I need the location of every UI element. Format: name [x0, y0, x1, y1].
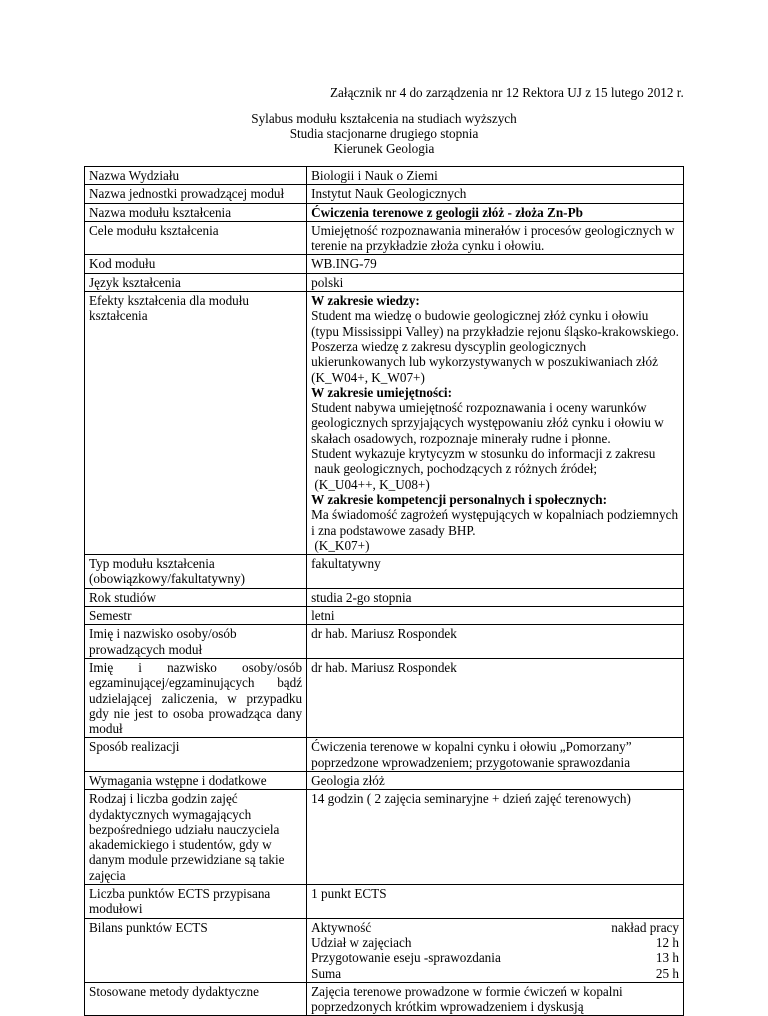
balance-hours: 12 h — [655, 934, 679, 950]
code-value: WB.ING-79 — [307, 255, 684, 273]
hours-label: Rodzaj i liczba godzin zajęć dydaktycznych wymagających bezpośredniego udziału nauczyciela akademickiego i studentów, gdy w danym module przewidziane są takie zajęcia — [85, 790, 307, 885]
knowledge-line: Student ma wiedzę o budowie geologicznej złóż cynku i ołowiu (typu Mississippi Valley) na przykładzie rejonu śląsko-krakowskiego. — [311, 308, 679, 339]
semester-label: Semestr — [85, 607, 307, 625]
row-prerequisites — [85, 771, 684, 789]
language-value: polski — [307, 273, 684, 291]
lecturer-value: dr hab. Mariusz Rospondek — [307, 625, 684, 659]
row-year — [85, 588, 684, 606]
examiner-value: dr hab. Mariusz Rospondek — [307, 658, 684, 737]
row-ects-balance — [85, 918, 684, 982]
row-methods — [85, 982, 684, 1016]
row-faculty — [85, 167, 684, 185]
balance-activity: Suma — [311, 965, 342, 981]
type-value: fakultatywny — [307, 555, 684, 589]
row-language — [85, 273, 684, 291]
ects-balance-row — [311, 935, 679, 950]
type-label: Typ modułu kształcenia (obowiązkowy/fakultatywny) — [85, 555, 307, 589]
annex-note: Załącznik nr 4 do zarządzenia nr 12 Rektora UJ z 15 lutego 2012 r. — [330, 85, 684, 100]
code-label: Kod modułu — [85, 255, 307, 273]
row-lecturer — [85, 625, 684, 659]
row-module-name — [85, 203, 684, 221]
lecturer-label: Imię i nazwisko osoby/osób prowadzących moduł — [85, 625, 307, 659]
faculty-value: Biologii i Nauk o Ziemi — [307, 167, 684, 185]
semester-value: letni — [307, 607, 684, 625]
row-hours — [85, 790, 684, 885]
delivery-label: Sposób realizacji — [85, 738, 307, 772]
year-value: studia 2-go stopnia — [307, 588, 684, 606]
study-mode: Studia stacjonarne drugiego stopnia — [289, 126, 479, 141]
knowledge-heading: W zakresie wiedzy: — [311, 293, 420, 309]
competence-heading: W zakresie kompetencji personalnych i społecznych: — [311, 491, 607, 507]
skills-line: Student wykazuje krytycyzm w stosunku do informacji z zakresu — [311, 446, 656, 462]
year-label: Rok studiów — [85, 588, 307, 606]
syllabus-table — [84, 166, 684, 1016]
ects-balance-label: Bilans punktów ECTS — [85, 918, 307, 982]
skills-heading: W zakresie umiejętności: — [311, 384, 452, 400]
balance-hours: 13 h — [655, 950, 679, 966]
balance-workload-header: nakład pracy — [611, 919, 679, 935]
goals-value: Umiejętność rozpoznawania minerałów i procesów geologicznych w terenie na przykładzie złoża cynku i ołowiu. — [307, 221, 684, 255]
balance-activity: Przygotowanie eseju -sprawozdania — [311, 950, 501, 966]
ects-balance-value — [307, 918, 684, 982]
row-examiner — [85, 658, 684, 737]
unit-value: Instytut Nauk Geologicznych — [307, 185, 684, 203]
row-unit — [85, 185, 684, 203]
syllabus-title: Sylabus modułu kształcenia na studiach wyższych — [251, 111, 517, 126]
balance-hours: 25 h — [655, 965, 679, 981]
ects-value: 1 punkt ECTS — [307, 885, 684, 919]
ects-balance-row — [311, 966, 679, 981]
ects-label: Liczba punktów ECTS przypisana modułowi — [85, 885, 307, 919]
competence-line: Ma świadomość zagrożeń występujących w kopalniach podziemnych i zna podstawowe zasady BHP. — [311, 507, 679, 538]
row-semester — [85, 607, 684, 625]
ects-balance-row — [311, 950, 679, 965]
prerequisites-value: Geologia złóż — [307, 771, 684, 789]
unit-label: Nazwa jednostki prowadzącej moduł — [85, 185, 307, 203]
examiner-label: Imię i nazwisko osoby/osób egzaminującej/egzaminujących bądź udzielającej zaliczenia, w przypadku gdy nie jest to osoba prowadząca dany moduł — [85, 658, 307, 737]
balance-activity-header: Aktywność — [311, 919, 372, 935]
ects-balance-header — [311, 920, 679, 935]
module-name-value: Ćwiczenia terenowe z geologii złóż - złoża Zn-Pb — [307, 203, 684, 221]
row-code — [85, 255, 684, 273]
outcomes-value — [307, 292, 684, 555]
knowledge-codes: (K_W04+, K_W07+) — [311, 369, 425, 385]
competence-codes: (K_K07+) — [311, 537, 370, 553]
hours-value: 14 godzin ( 2 zajęcia seminaryjne + dzień zajęć terenowych) — [307, 790, 684, 885]
methods-label: Stosowane metody dydaktyczne — [85, 982, 307, 1016]
row-type — [85, 555, 684, 589]
field-of-study: Kierunek Geologia — [333, 141, 435, 156]
methods-value: Zajęcia terenowe prowadzone w formie ćwiczeń w kopalni poprzedzonych krótkim wprowadzeniem i dyskusją — [307, 982, 684, 1016]
module-name-label: Nazwa modułu kształcenia — [85, 203, 307, 221]
row-goals — [85, 221, 684, 255]
faculty-label: Nazwa Wydziału — [85, 167, 307, 185]
knowledge-line: Poszerza wiedzę z zakresu dyscyplin geologicznych ukierunkowanych lub wykorzystywanych w poszukiwaniach złóż — [311, 338, 658, 370]
balance-activity: Udział w zajęciach — [311, 934, 412, 950]
prerequisites-label: Wymagania wstępne i dodatkowe — [85, 771, 307, 789]
row-delivery — [85, 738, 684, 772]
goals-label: Cele modułu kształcenia — [85, 221, 307, 255]
row-outcomes — [85, 292, 684, 555]
language-label: Język kształcenia — [85, 273, 307, 291]
skills-line: Student nabywa umiejętność rozpoznawania i oceny warunków geologicznych sprzyjających występowaniu złóż cynku i ołowiu w skałach osadowych, rozpoznaje minerały rudne i płonne. — [311, 400, 664, 446]
skills-codes: (K_U04++, K_U08+) — [311, 476, 430, 492]
skills-line: nauk geologicznych, pochodzących z różnych źródeł; — [311, 461, 598, 477]
row-ects — [85, 885, 684, 919]
outcomes-label: Efekty kształcenia dla modułu kształcenia — [85, 292, 307, 555]
delivery-value: Ćwiczenia terenowe w kopalni cynku i ołowiu „Pomorzany” poprzedzone wprowadzeniem; przygotowanie sprawozdania — [307, 738, 684, 772]
